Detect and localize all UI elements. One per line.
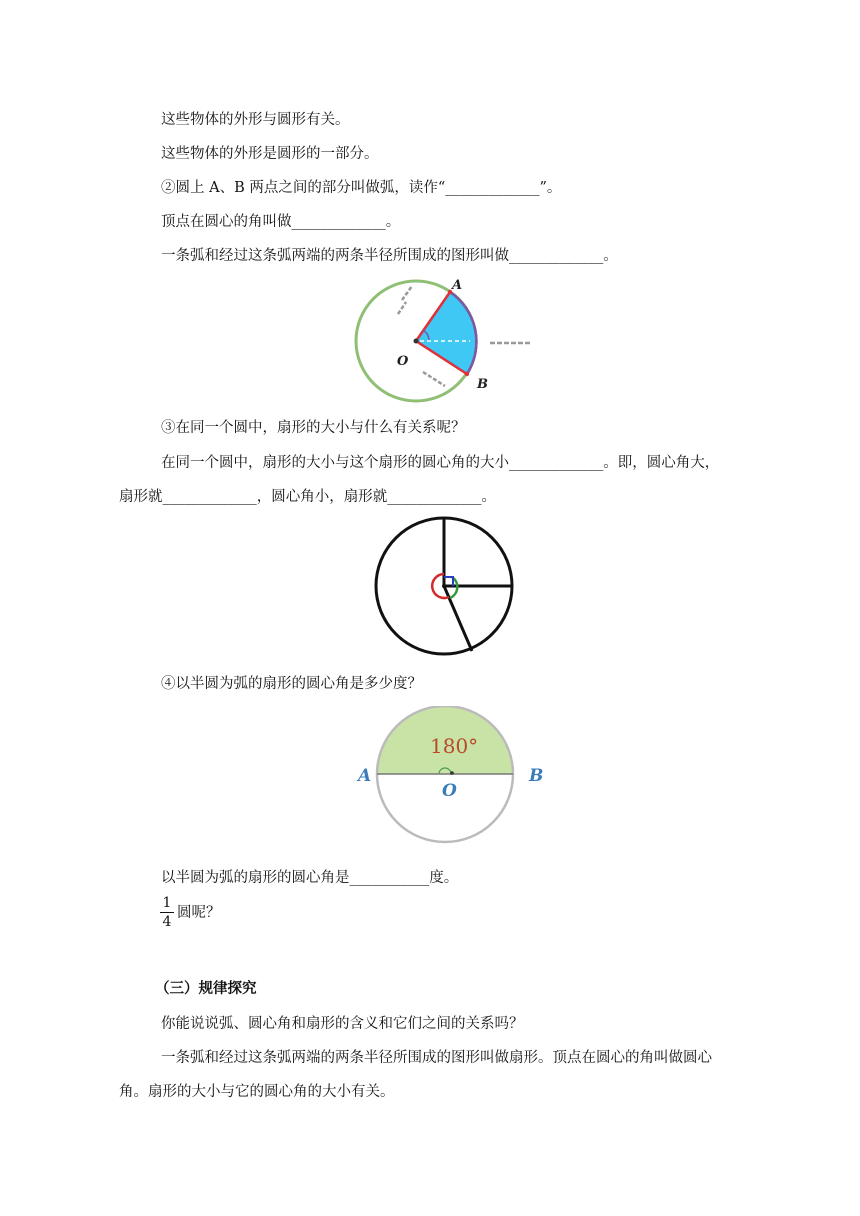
paragraph: ②圆上 A、B 两点之间的部分叫做弧，读作“_____________”。 — [161, 180, 562, 196]
paragraph: 一条弧和经过这条弧两端的两条半径所围成的图形叫做_____________。 — [161, 248, 618, 264]
paragraph: 你能说说弧、圆心角和扇形的含义和它们之间的关系吗？ — [161, 1016, 524, 1032]
label-o: O — [442, 781, 457, 801]
paragraph: ③在同一个圆中，扇形的大小与什么有关系呢？ — [161, 420, 466, 436]
fraction-denominator: 4 — [162, 914, 172, 930]
paragraph: 这些物体的外形是圆形的一部分。 — [161, 146, 379, 162]
paragraph: 顶点在圆心的角叫做_____________。 — [161, 214, 401, 230]
label-a: A — [358, 766, 372, 786]
paragraph: ④以半圆为弧的扇形的圆心角是多少度？ — [161, 676, 422, 692]
paragraph: 一条弧和经过这条弧两端的两条半径所围成的图形叫做扇形。顶点在圆心的角叫做圆心 — [161, 1050, 712, 1066]
section-title: （三）规律探究 — [155, 980, 257, 997]
sector-diagram — [350, 276, 550, 406]
semicircle-diagram — [352, 706, 552, 846]
paragraph: 在同一个圆中，扇形的大小与这个扇形的圆心角的大小_____________。即，圆心角大， — [161, 455, 720, 471]
angle-label: 180° — [430, 734, 479, 758]
fraction-one-quarter — [160, 895, 174, 930]
label-b: B — [529, 766, 544, 786]
paragraph: 角。扇形的大小与它的圆心角的大小有关。 — [119, 1084, 395, 1100]
label-o: O — [397, 354, 409, 369]
center-point — [414, 339, 419, 344]
center-point — [450, 771, 454, 775]
paragraph: 以半圆为弧的扇形的圆心角是___________度。 — [161, 870, 459, 886]
paragraph: 这些物体的外形与圆形有关。 — [161, 112, 350, 128]
paragraph: 圆呢？ — [177, 905, 221, 921]
label-b: B — [477, 377, 488, 392]
radii-circle-diagram — [369, 514, 519, 664]
paragraph: 扇形就_____________，圆心角小，扇形就_____________。 — [119, 489, 496, 505]
fraction-numerator: 1 — [162, 895, 172, 911]
label-a: A — [452, 278, 463, 293]
